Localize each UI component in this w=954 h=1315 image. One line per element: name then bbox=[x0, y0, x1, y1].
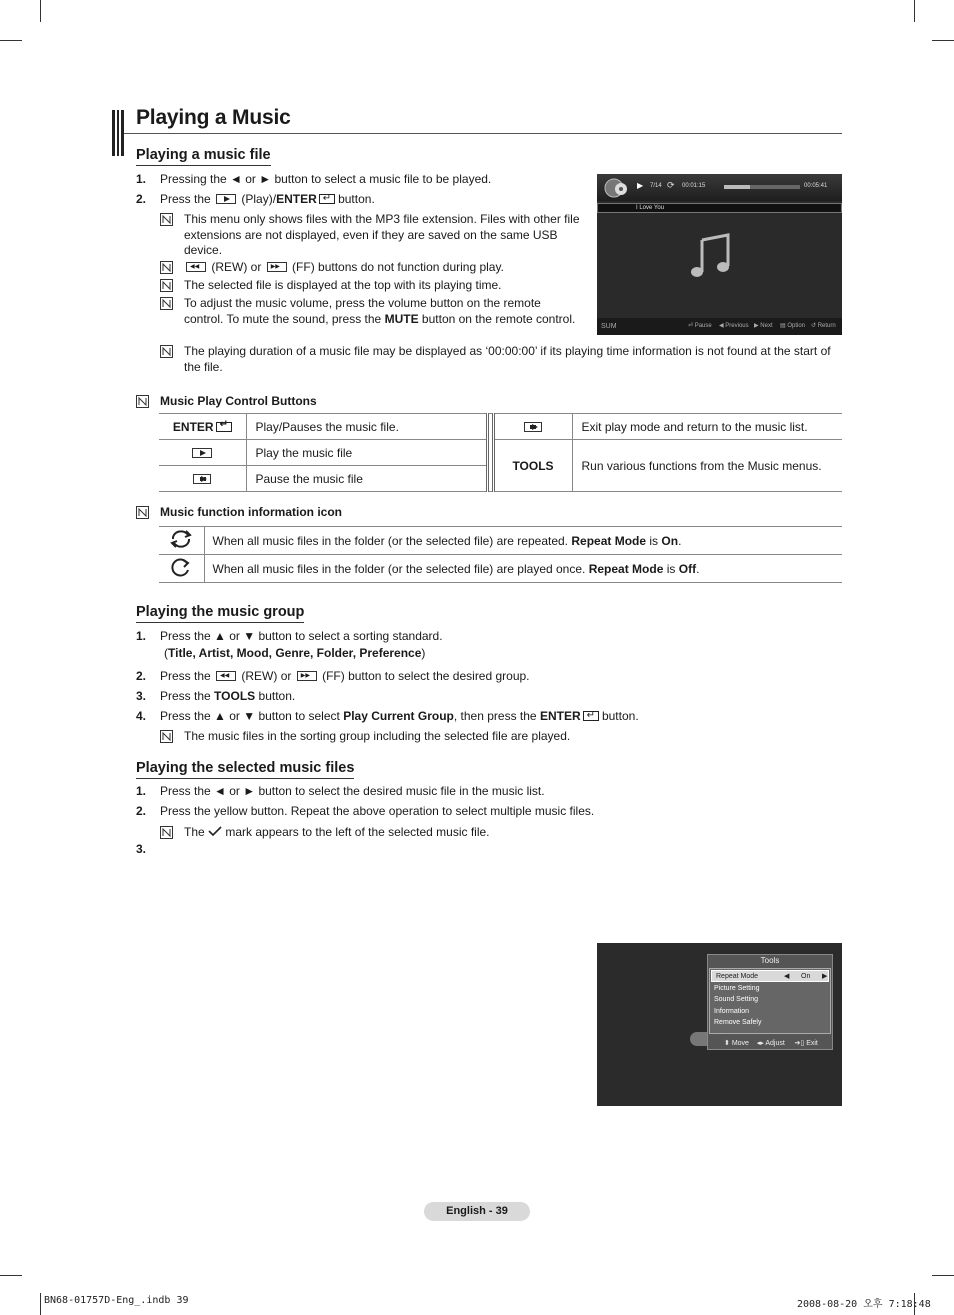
pause-control: ⏎ Pause bbox=[688, 323, 712, 329]
track-counter: 7/14 bbox=[650, 183, 662, 189]
note-icon bbox=[160, 261, 173, 274]
menu-item-remove-safely[interactable]: Remove Safely bbox=[714, 1019, 762, 1026]
note-icon bbox=[136, 506, 149, 519]
note-icon bbox=[160, 730, 173, 743]
table-row: ENTER↵ Play/Pauses the music file. Exit play mode and return to the music list. bbox=[159, 414, 842, 440]
tools-key-cell: TOOLS bbox=[493, 440, 572, 492]
total-time: 00:05:41 bbox=[804, 183, 828, 189]
enter-icon bbox=[216, 422, 232, 432]
enter-icon bbox=[583, 711, 599, 721]
stop-key-cell bbox=[493, 414, 572, 440]
footer-date: 2008-08-20 오후 7:18:48 bbox=[797, 1299, 931, 1310]
play-icon bbox=[192, 448, 212, 458]
tools-menu-list bbox=[709, 968, 831, 1034]
page-number: English - 39 bbox=[424, 1202, 530, 1221]
note-icon bbox=[160, 826, 173, 839]
ff-icon bbox=[297, 671, 317, 681]
music-player-screenshot bbox=[597, 174, 842, 335]
current-song-row: I Love You bbox=[597, 203, 842, 213]
tools-menu-footer: ⬍ Move ◂▸ Adjust ➔▯ Exit bbox=[724, 1040, 818, 1047]
rew-icon bbox=[216, 671, 236, 681]
repeat-icon: ⟳ bbox=[667, 180, 675, 190]
stop-icon bbox=[524, 422, 542, 432]
menu-item-picture-setting[interactable]: Picture Setting bbox=[714, 984, 760, 992]
crop-mark bbox=[914, 0, 915, 22]
next-control: ▶ Next bbox=[754, 323, 773, 329]
play-button-icon bbox=[216, 194, 236, 204]
player-footer bbox=[597, 318, 842, 335]
check-mark-icon bbox=[208, 826, 222, 836]
note-icon bbox=[136, 395, 149, 408]
info-icon-table bbox=[159, 526, 842, 583]
return-control: ↺ Return bbox=[811, 323, 836, 329]
crop-mark bbox=[0, 1275, 22, 1276]
elapsed-time: 00:01:15 bbox=[682, 183, 706, 189]
enter-key-cell: ENTER↵ bbox=[159, 414, 246, 440]
note-icon bbox=[160, 297, 173, 310]
table-row: Pause the music file bbox=[159, 466, 842, 492]
title-rule bbox=[124, 133, 842, 134]
tools-menu-screenshot bbox=[597, 943, 842, 1106]
tools-menu-title: Tools bbox=[760, 956, 780, 965]
music-disc-icon bbox=[603, 177, 631, 199]
arrow-left-icon: ◀ bbox=[784, 973, 790, 980]
menu-item-sound-setting[interactable]: Sound Setting bbox=[714, 996, 758, 1003]
section-heading-music-group: Playing the music group bbox=[136, 604, 304, 623]
rew-icon bbox=[186, 262, 206, 272]
crop-mark bbox=[0, 40, 22, 41]
table-row: Play the music file TOOLS Run various functions from the Music menus. bbox=[159, 440, 842, 466]
footer-file: BN68-01757D-Eng_.indb 39 bbox=[44, 1295, 189, 1306]
section-heading-music-file: Playing a music file bbox=[136, 147, 271, 166]
move-icon: ⬍ bbox=[724, 1040, 730, 1047]
ff-icon bbox=[267, 262, 287, 272]
enter-icon bbox=[319, 194, 335, 204]
repeat-once-icon bbox=[169, 557, 193, 577]
tools-menu bbox=[707, 954, 833, 1050]
repeat-all-icon bbox=[169, 529, 193, 549]
option-control: ▤ Option bbox=[780, 323, 806, 329]
menu-item-repeat-mode[interactable]: Repeat Mode ◀ On ▶ bbox=[711, 970, 829, 982]
note-icon bbox=[160, 345, 173, 358]
progress-bar bbox=[724, 185, 800, 189]
section-heading-selected-files: Playing the selected music files bbox=[136, 760, 354, 779]
table-row: When all music files in the folder (or the selected file) are repeated. Repeat Mode is On. bbox=[159, 527, 842, 555]
crop-mark bbox=[40, 1293, 41, 1315]
arrow-right-icon: ▶ bbox=[822, 973, 828, 980]
adjust-icon: ◂▸ bbox=[756, 1040, 764, 1047]
note-icon bbox=[160, 279, 173, 292]
crop-mark bbox=[932, 1275, 954, 1276]
play-key-cell bbox=[159, 440, 246, 466]
exit-icon: ➔▯ bbox=[794, 1040, 805, 1047]
repeat-mode-value: On bbox=[801, 973, 811, 980]
title-decoration bbox=[112, 110, 124, 156]
page-title: Playing a Music bbox=[136, 106, 291, 129]
player-status-bar bbox=[597, 174, 842, 201]
pause-key-cell bbox=[159, 466, 246, 492]
previous-control: ◀ Previous bbox=[719, 323, 749, 329]
crop-mark bbox=[40, 0, 41, 22]
table-row: When all music files in the folder (or the selected file) are played once. Repeat Mode is Off. bbox=[159, 555, 842, 583]
note-icon bbox=[160, 213, 173, 226]
crop-mark bbox=[932, 40, 954, 41]
music-note-icon bbox=[690, 232, 732, 278]
play-state-icon: ▶ bbox=[637, 181, 644, 190]
sorting-options: (Title, Artist, Mood, Genre, Folder, Preference) bbox=[164, 646, 426, 660]
device-label: SUM bbox=[601, 323, 617, 330]
control-buttons-table bbox=[159, 413, 842, 492]
pause-icon bbox=[193, 474, 211, 484]
menu-item-information[interactable]: Information bbox=[714, 1007, 750, 1015]
